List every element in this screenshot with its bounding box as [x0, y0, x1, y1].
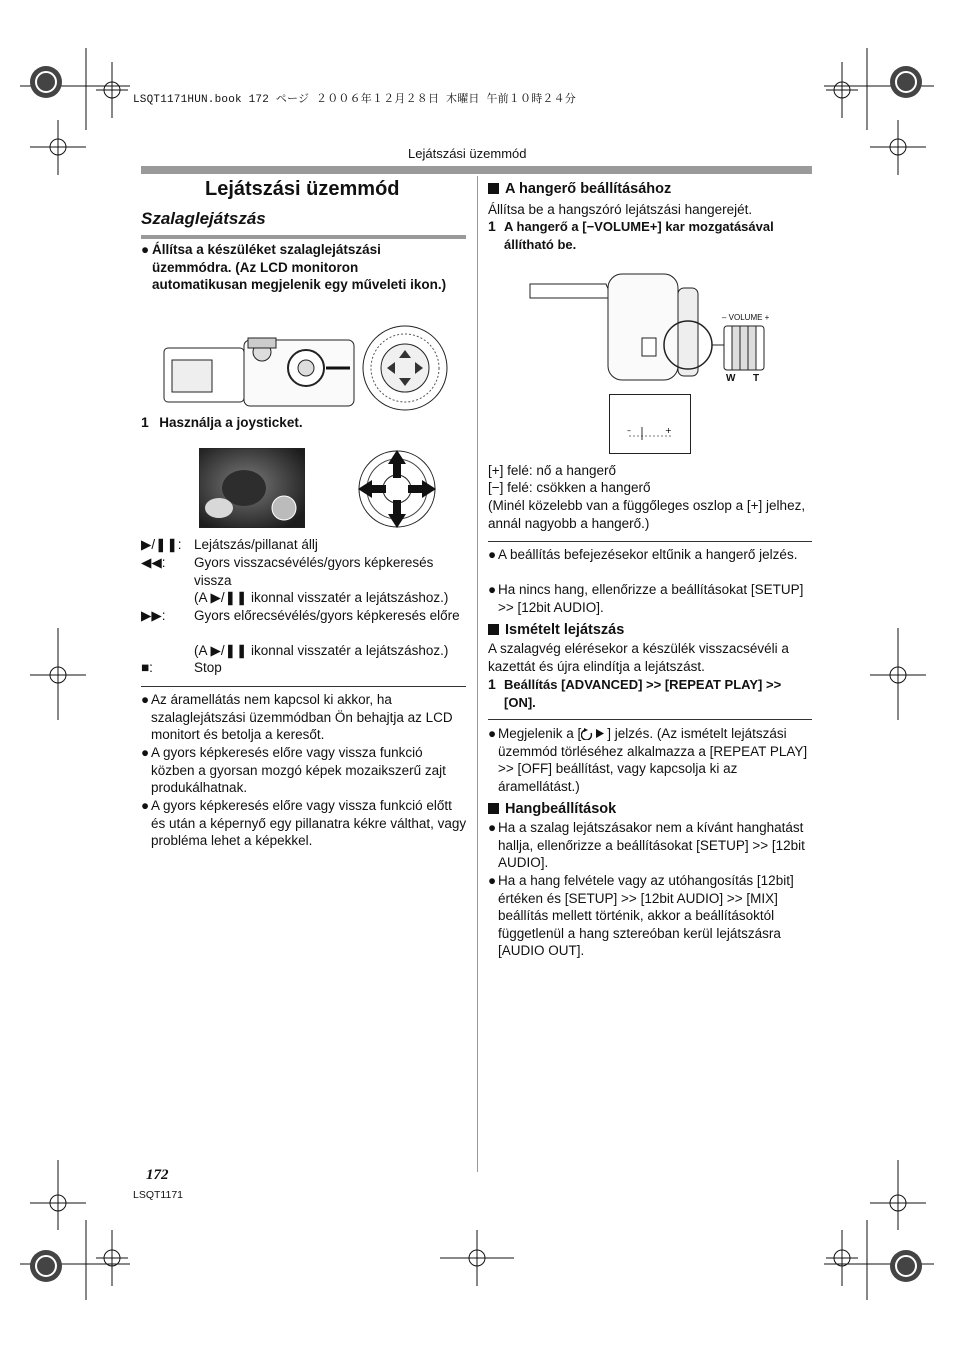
section-square-icon: [488, 624, 499, 635]
step-text: A hangerő a [−VOLUME+] kar mozgatásával állítható be.: [504, 219, 774, 252]
control-symbol: ◀◀:: [141, 555, 166, 570]
control-desc: Gyors előrecsévélés/gyors képkeresés előre: [194, 608, 460, 623]
volume-heading: [488, 181, 671, 197]
section-square-icon: [488, 183, 499, 194]
plus-line: [+] felé: nő a hangerő: [488, 463, 616, 478]
volume-step: [488, 218, 808, 253]
header-bar: [141, 166, 812, 174]
sound-note-1: ● Ha a szalag lejátszásakor nem a kívánt hanghatást hallja, ellenőrizze a beállításokat [SETUP] >> [12bit AUDIO].: [488, 820, 805, 870]
control-note: (A ▶/❚❚ ikonnal visszatér a lejátszáshoz.): [194, 590, 449, 605]
page-number: 172: [146, 1167, 169, 1183]
repeat-heading: [488, 622, 624, 638]
sound-heading-text: Hangbeállítások: [505, 801, 617, 817]
volume-note-2: ● Ha nincs hang, ellenőrizze a beállításokat [SETUP] >> [12bit AUDIO].: [488, 582, 804, 615]
book-header: LSQT1171HUN.book 172 ページ ２００６年１２月２８日 木曜日 午前１０時２４分: [133, 94, 577, 106]
note-2: ● A gyors képkeresés előre vagy vissza funkció közben a gyorsan mozgó képek mozaikszerű zajt produkálhatnak.: [141, 745, 446, 795]
step-number: 1: [488, 218, 496, 234]
repeat-heading-text: Ismételt lejátszás: [505, 622, 625, 638]
control-symbol: ▶▶:: [141, 608, 166, 623]
intro-bullet-text: Állítsa a készüléket szalaglejátszási üzemmódra. (Az LCD monitoron automatikusan megjelenik egy műveleti ikon.): [152, 242, 447, 292]
model-code: LSQT1171: [133, 1189, 184, 1201]
volume-indicator-screen: [609, 394, 691, 454]
volume-intro: Állítsa be a hangszóró lejátszási hangerejét.: [488, 202, 753, 217]
note-text: Ha a szalag lejátszásakor nem a kívánt hanghatást hallja, ellenőrizze a beállításokat [SETUP] >> [12bit AUDIO].: [498, 820, 805, 870]
step-number: 1: [141, 414, 149, 430]
dog-playback-screen: [199, 448, 305, 528]
control-desc: Gyors visszacsévélés/gyors képkeresés vissza: [194, 555, 434, 588]
volume-lever-illustration: [528, 268, 778, 388]
note-text: Az áramellátás nem kapcsol ki akkor, ha szalaglejátszási üzemmódban Ön behajtja az LCD monitort és betolja a keresőt.: [151, 692, 453, 742]
note-text: A beállítás befejezésekor eltűnik a hangerő jelzés.: [498, 547, 798, 562]
divider: [488, 541, 812, 542]
note-text: Ha a hang felvétele vagy az utóhangosítás [12bit] értéken és [SETUP] >> [12bit AUDIO] >> [MIX] beállítás mellett történik, akkor a beállításoktól függetlenül a hang sztereóban kerül lejátszásra [AUDIO OUT].: [498, 873, 794, 958]
repeat-note-post: ] jelzés. (Az ismételt lejátszási üzemmód törléséhez alkalmazza a [REPEAT PLAY] >> [OFF] beállítást, vagy kapcsolja ki az áramellátást.): [498, 726, 808, 794]
volume-note-1: ● A beállítás befejezésekor eltűnik a hangerő jelzés.: [488, 547, 798, 562]
divider: [488, 719, 812, 720]
section-bar: [141, 235, 466, 239]
step-number: 1: [488, 676, 496, 692]
step-1: [141, 414, 303, 432]
joystick-diagram: [356, 448, 438, 530]
control-desc: Stop: [194, 660, 222, 675]
note-text: A gyors képkeresés előre vagy vissza funkció közben a gyorsan mozgó képek mozaikszerű zajt produkálhatnak.: [151, 745, 446, 795]
note-text: Ha nincs hang, ellenőrizze a beállításokat [SETUP] >> [12bit AUDIO].: [498, 582, 804, 615]
svg-text:+: +: [665, 426, 672, 435]
control-symbol: ■:: [141, 660, 153, 675]
repeat-note: ● Megjelenik a [ ] jelzés. (Az ismételt lejátszási üzemmód törléséhez alkalmazza a [REPEAT PLAY] >> [OFF] beállítást, vagy kapcsolja ki az áramellátást.): [488, 726, 808, 794]
control-desc: Lejátszás/pillanat állj: [194, 537, 318, 552]
note-3: ● A gyors képkeresés előre vagy vissza funkció előtt és után a képernyő egy pillanatra kékre válthat, vagy probléma lehet a képekkel.: [141, 798, 467, 848]
minus-line: [−] felé: csökken a hangerő: [488, 480, 651, 495]
control-symbol: ▶/❚❚:: [141, 537, 182, 552]
sound-heading: [488, 801, 616, 817]
volume-heading-text: A hangerő beállításához: [505, 181, 672, 197]
running-head: Lejátszási üzemmód: [408, 146, 527, 161]
t-label: T: [753, 373, 760, 384]
step-text: Beállítás [ADVANCED] >> [REPEAT PLAY] >> [ON].: [504, 677, 782, 710]
note-text: A gyors képkeresés előre vagy vissza funkció előtt és után a képernyő egy pillanatra kékre válthat, vagy probléma lehet a képekkel.: [151, 798, 467, 848]
repeat-play-icon: [581, 727, 607, 740]
paren-note: (Minél közelebb van a függőleges oszlop a [+] jelhez, annál nagyobb a hangerő.): [488, 498, 806, 531]
intro-bullet: ● Állítsa a készüléket szalaglejátszási üzemmódra. (Az LCD monitoron automatikusan megjelenik egy műveleti ikon.): [141, 242, 447, 292]
repeat-step: [488, 676, 808, 711]
divider: [141, 686, 466, 687]
volume-label: – VOLUME +: [722, 313, 770, 322]
column-separator: [477, 176, 478, 1172]
repeat-note-pre: Megjelenik a [: [498, 726, 582, 741]
svg-text:–: –: [627, 426, 631, 435]
sound-note-2: ● Ha a hang felvétele vagy az utóhangosítás [12bit] értéken és [SETUP] >> [12bit AUDIO] >> [MIX] beállítás mellett történik, akkor a beállításoktól függetlenül a hang sztereóban kerül lejátszásra [AUDIO OUT].: [488, 873, 794, 958]
w-label: W: [726, 373, 736, 384]
step-text: Használja a joysticket.: [159, 415, 303, 430]
repeat-intro: A szalagvég elérésekor a készülék visszacsévéli a kazettát és újra elindítja a lejátszást.: [488, 641, 789, 674]
control-note: (A ▶/❚❚ ikonnal visszatér a lejátszáshoz.): [194, 643, 449, 658]
page-title: Lejátszási üzemmód: [205, 178, 400, 200]
section-title: Szalaglejátszás: [141, 209, 266, 228]
note-1: ● Az áramellátás nem kapcsol ki akkor, ha szalaglejátszási üzemmódban Ön behajtja az LCD monitort és betolja a keresőt.: [141, 692, 453, 742]
camera-lcd-illustration: [160, 322, 450, 414]
section-square-icon: [488, 803, 499, 814]
